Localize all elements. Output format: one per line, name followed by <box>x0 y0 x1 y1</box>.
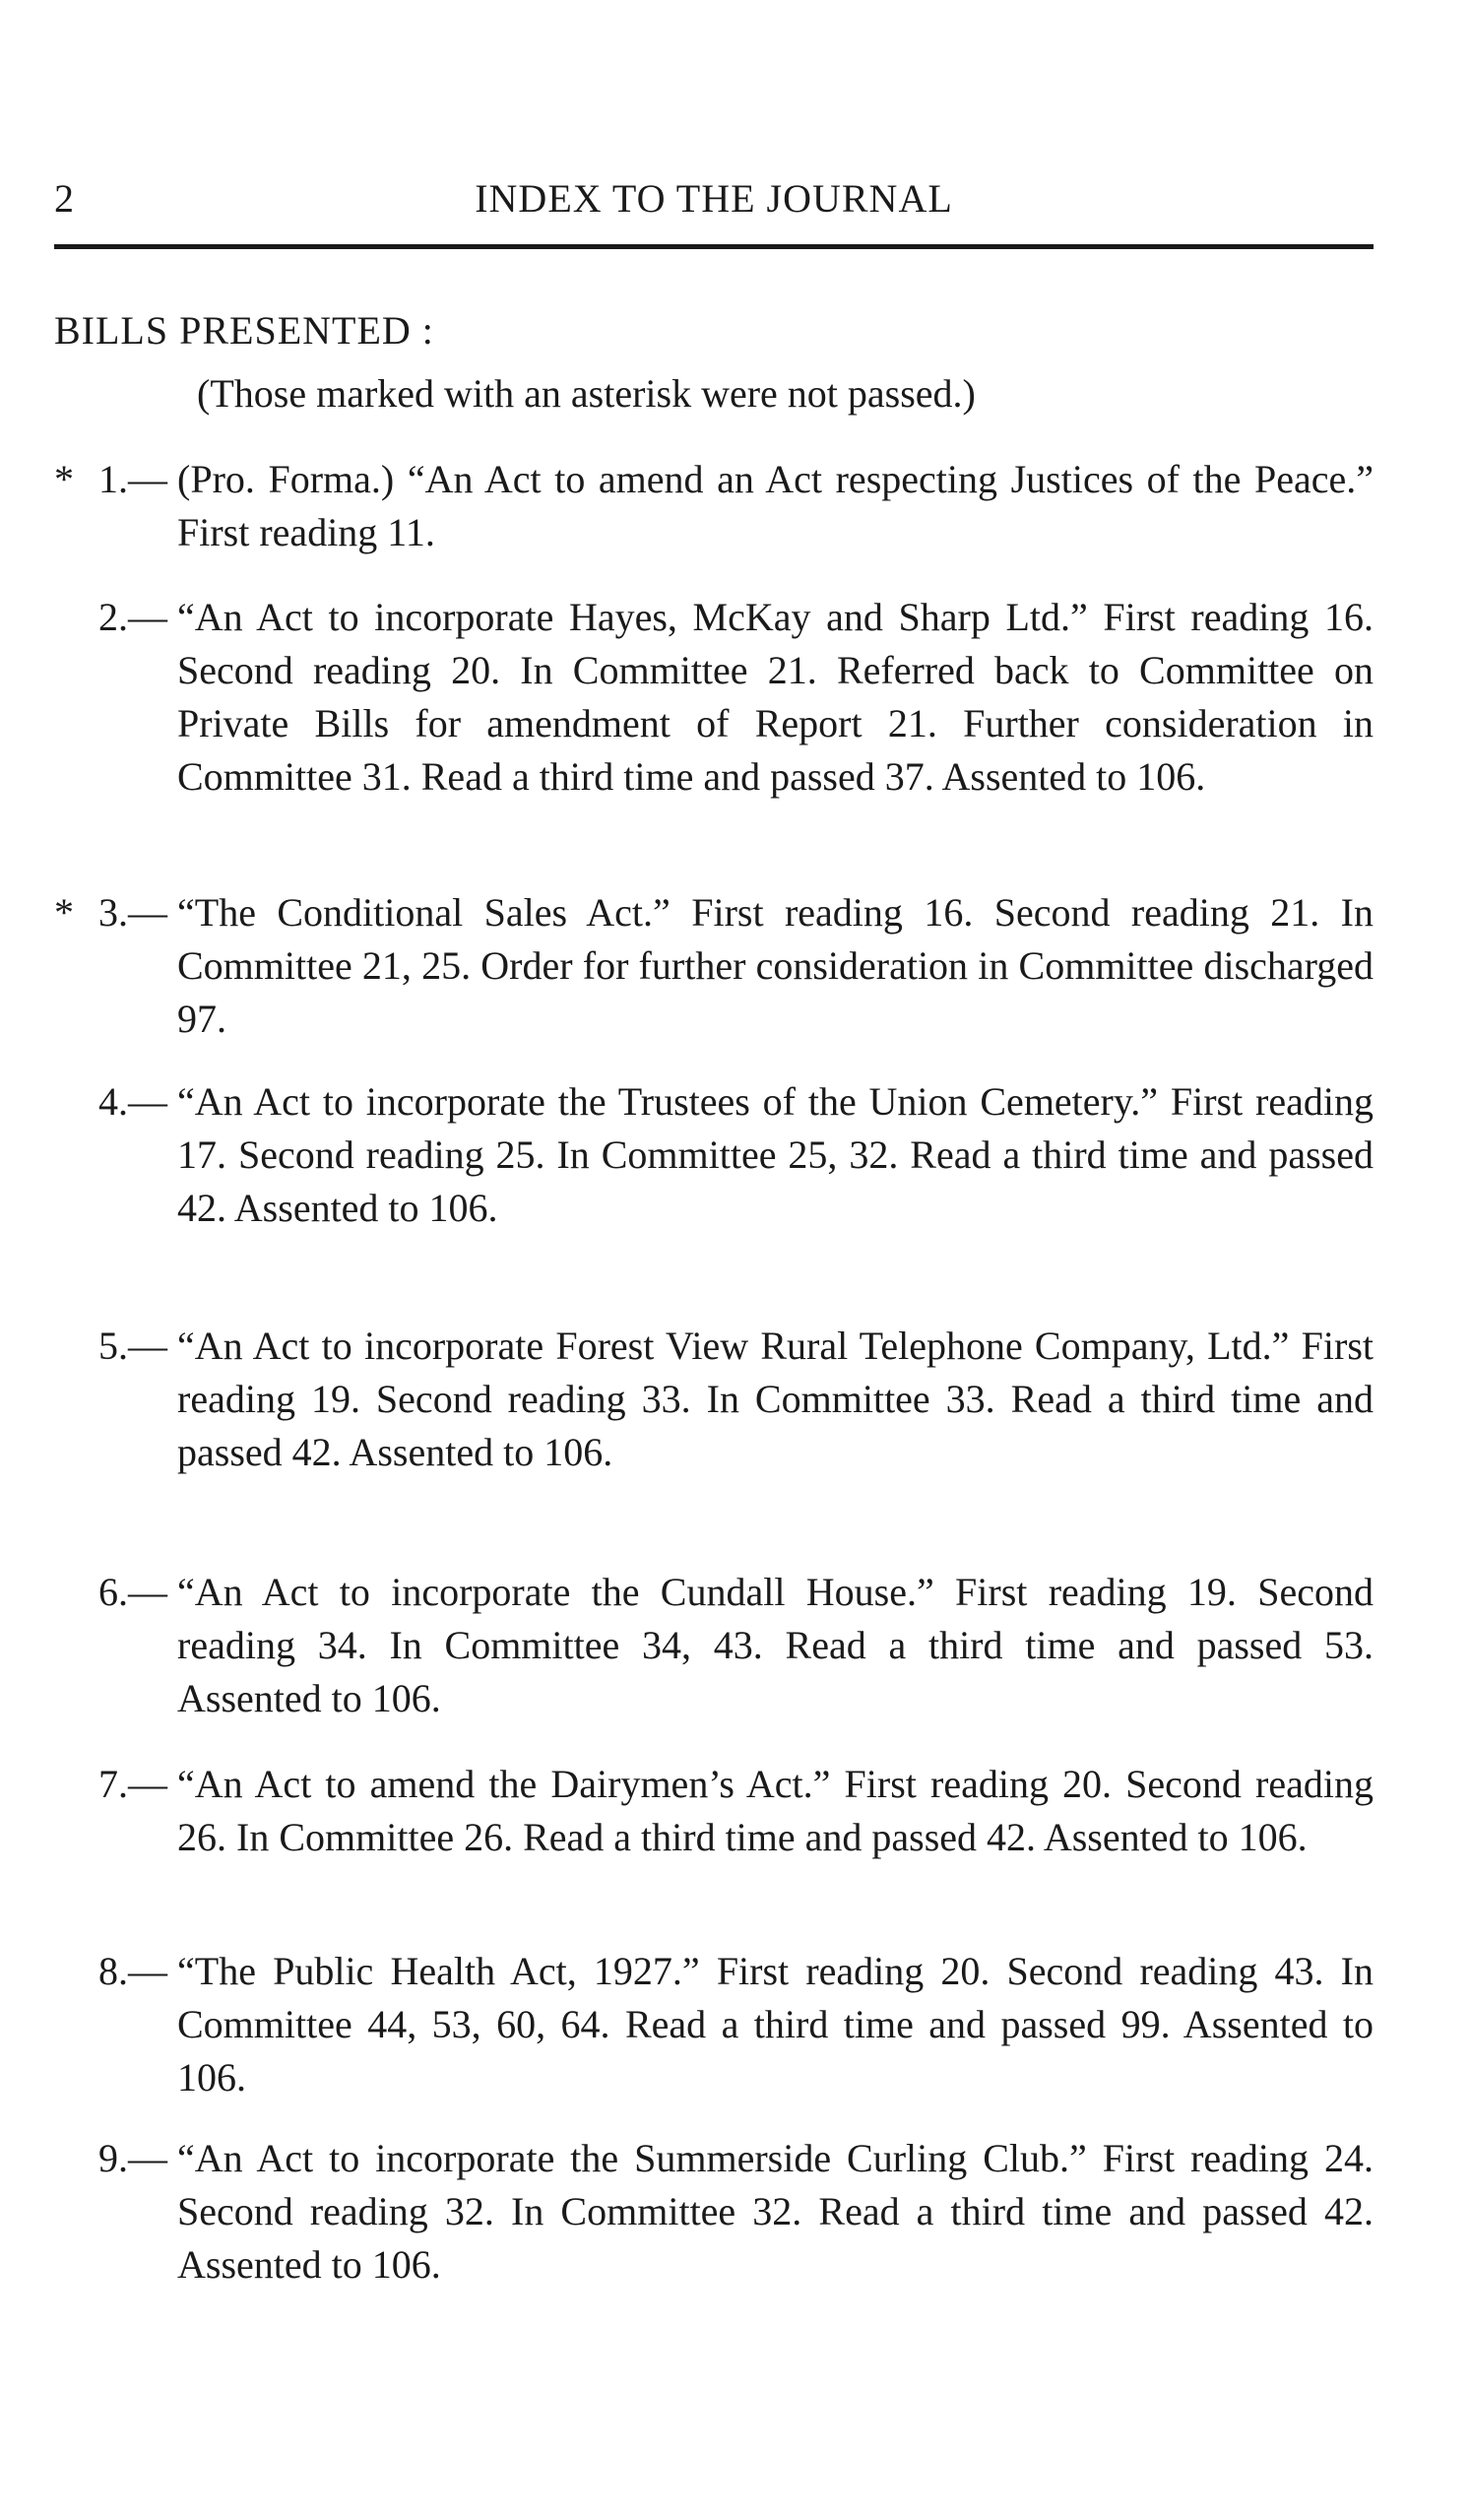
bill-text: “An Act to amend the Dairymen’s Act.” First reading 20. Second reading 26. In Committee 26. Read a third time and passed 42. Assented to 106. <box>177 1762 1374 1859</box>
bill-text: “An Act to incorporate Hayes, McKay and Sharp Ltd.” First reading 16. Second reading 20. In Committee 21. Referred back to Committee on Private Bills for amendment of Report 21. Further consideration in Committee 31. Read a third time and passed 37. Assented to 106. <box>177 595 1374 799</box>
running-title: INDEX TO THE JOURNAL <box>475 176 953 221</box>
bill-text: (Pro. Forma.) “An Act to amend an Act respecting Justices of the Peace.” First reading 11. <box>177 457 1374 554</box>
bill-number: 6.— <box>98 1570 167 1614</box>
bill-text: “An Act to incorporate the Summerside Curling Club.” First reading 24. Second reading 32. In Committee 32. Read a third time and passed 42. Assented to 106. <box>177 2136 1374 2287</box>
page-header <box>54 175 1374 234</box>
bill-number: 7.— <box>98 1762 167 1806</box>
bill-number: 1.— <box>98 457 167 501</box>
asterisk-marker: * <box>54 890 74 935</box>
bill-text: “An Act to incorporate the Cundall House.” First reading 19. Second reading 34. In Committee 34, 43. Read a third time and passed 53. Assented to 106. <box>177 1570 1374 1720</box>
section-heading: BILLS PRESENTED : <box>54 308 434 353</box>
bill-text: “The Public Health Act, 1927.” First reading 20. Second reading 43. In Committee 44, 53, 60, 64. Read a third time and passed 99. Assented to 106. <box>177 1949 1374 2100</box>
page-number: 2 <box>54 176 75 221</box>
section-note: (Those marked with an asterisk were not passed.) <box>197 371 976 416</box>
asterisk-marker: * <box>54 457 74 501</box>
header-rule <box>54 244 1374 249</box>
bill-text: “The Conditional Sales Act.” First reading 16. Second reading 21. In Committee 21, 25. Order for further consideration in Committee discharged 97. <box>177 890 1374 1041</box>
bill-number: 5.— <box>98 1324 167 1368</box>
bill-number: 8.— <box>98 1949 167 1993</box>
bill-number: 2.— <box>98 595 167 639</box>
bill-number: 9.— <box>98 2136 167 2180</box>
bill-text: “An Act to incorporate the Trustees of the Union Cemetery.” First reading 17. Second reading 25. In Committee 25, 32. Read a third time and passed 42. Assented to 106. <box>177 1079 1374 1230</box>
bill-text: “An Act to incorporate Forest View Rural Telephone Company, Ltd.” First reading 19. Second reading 33. In Committee 33. Read a third time and passed 42. Assented to 106. <box>177 1324 1374 1474</box>
bill-number: 4.— <box>98 1079 167 1124</box>
bill-number: 3.— <box>98 890 167 935</box>
